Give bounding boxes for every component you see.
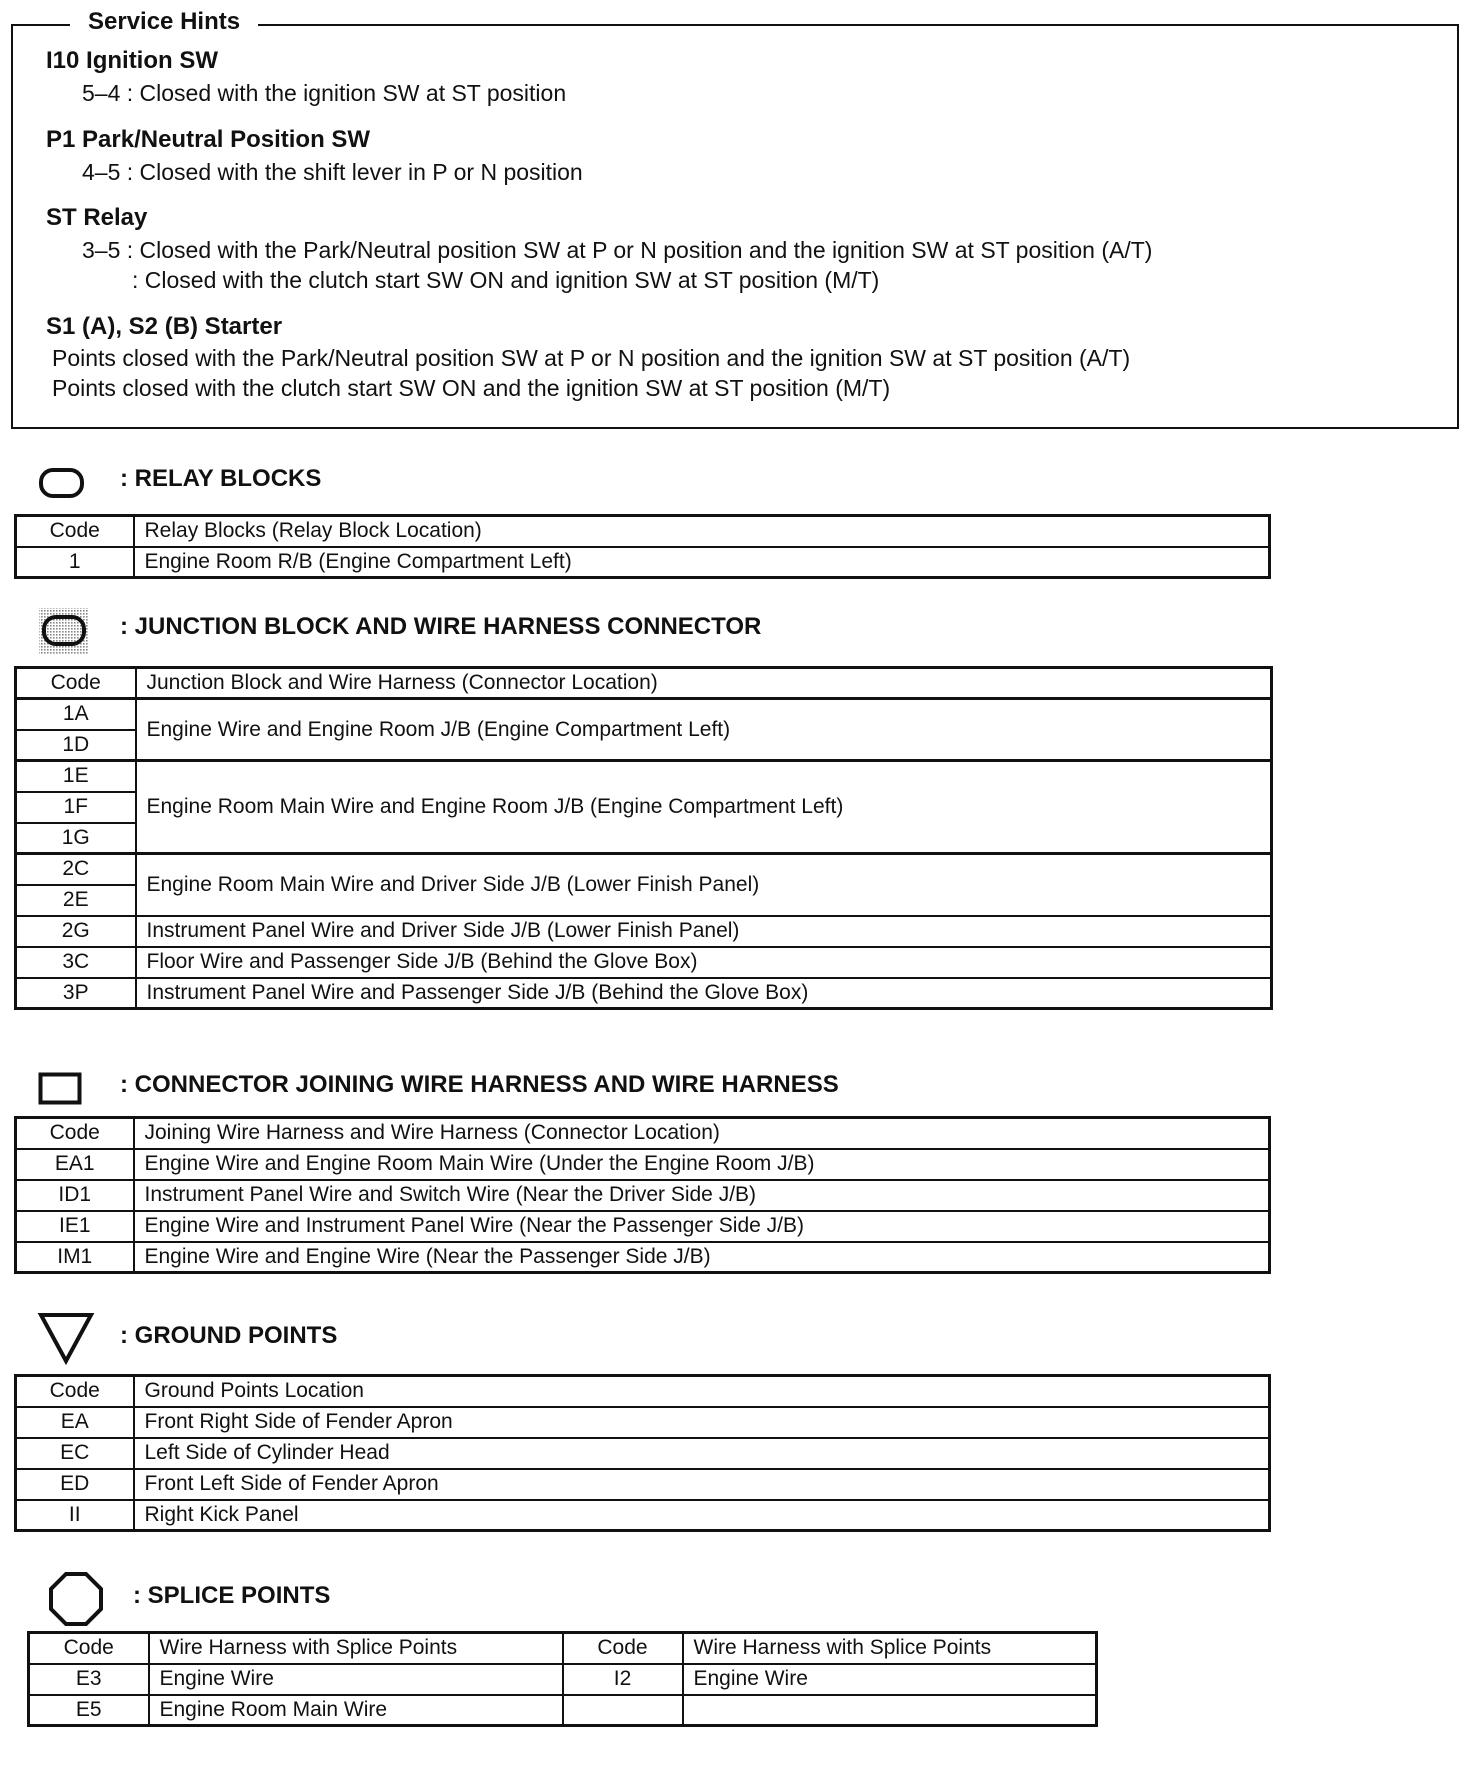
- cell-code: EA1: [16, 1149, 134, 1180]
- cell-code: ED: [16, 1469, 134, 1500]
- cell-desc: Floor Wire and Passenger Side J/B (Behind the Glove Box): [136, 947, 1272, 978]
- table-header-row: [16, 668, 1272, 699]
- cell-code-2: I2: [563, 1664, 683, 1695]
- cell-desc: Front Right Side of Fender Apron: [134, 1407, 1270, 1438]
- table-row: [16, 1469, 1270, 1500]
- table-row: [16, 947, 1272, 978]
- cell-code: EC: [16, 1438, 134, 1469]
- hint-line: 4–5 : Closed with the shift lever in P or N position: [82, 159, 583, 185]
- relay-blocks-table: [14, 514, 1271, 579]
- connectors-heading: : CONNECTOR JOINING WIRE HARNESS AND WIRE HARNESS: [120, 1071, 839, 1098]
- table-row: [16, 1438, 1270, 1469]
- header-code: Code: [16, 1118, 134, 1149]
- cell-desc: Engine Room Main Wire and Engine Room J/B (Engine Compartment Left): [136, 761, 1272, 854]
- connectors-table: [14, 1116, 1271, 1274]
- splice-points-table: [27, 1631, 1098, 1727]
- table-row: [16, 978, 1272, 1009]
- cell-desc: Left Side of Cylinder Head: [134, 1438, 1270, 1469]
- cell-desc: Engine Room Main Wire: [149, 1695, 563, 1726]
- cell-code: 1F: [16, 792, 136, 823]
- rounded-rect-icon: [38, 466, 86, 500]
- cell-code: 2G: [16, 916, 136, 947]
- cell-desc: Instrument Panel Wire and Driver Side J/B (Lower Finish Panel): [136, 916, 1272, 947]
- header-desc: Ground Points Location: [134, 1376, 1270, 1407]
- cell-desc: Instrument Panel Wire and Switch Wire (Near the Driver Side J/B): [134, 1180, 1270, 1211]
- hint-heading-park-neutral-sw: P1 Park/Neutral Position SW: [46, 126, 371, 153]
- hint-heading-starter: S1 (A), S2 (B) Starter: [46, 313, 283, 340]
- header-desc: Relay Blocks (Relay Block Location): [134, 516, 1270, 547]
- table-row: [16, 1149, 1270, 1180]
- cell-code: II: [16, 1500, 134, 1531]
- cell-code: IE1: [16, 1211, 134, 1242]
- cell-code: 3C: [16, 947, 136, 978]
- header-desc: Wire Harness with Splice Points: [149, 1633, 563, 1664]
- cell-desc: Engine Wire and Engine Room Main Wire (Under the Engine Room J/B): [134, 1149, 1270, 1180]
- table-header-row: [16, 1376, 1270, 1407]
- header-code: Code: [16, 668, 136, 699]
- cell-code: 2C: [16, 854, 136, 885]
- cell-code-2: [563, 1695, 683, 1726]
- cell-code: EA: [16, 1407, 134, 1438]
- cell-code: E3: [29, 1664, 149, 1695]
- header-code: Code: [16, 1376, 134, 1407]
- cell-desc-2: Engine Wire: [683, 1664, 1097, 1695]
- header-desc: Junction Block and Wire Harness (Connector Location): [136, 668, 1272, 699]
- hint-heading-ignition-sw: I10 Ignition SW: [46, 47, 218, 74]
- table-row: [16, 854, 1272, 885]
- table-row: [29, 1664, 1097, 1695]
- square-icon: [38, 1072, 84, 1106]
- ground-points-heading: : GROUND POINTS: [120, 1322, 338, 1349]
- cell-desc: Right Kick Panel: [134, 1500, 1270, 1531]
- cell-desc: Engine Wire and Engine Room J/B (Engine Compartment Left): [136, 699, 1272, 761]
- splice-points-heading: : SPLICE POINTS: [133, 1582, 331, 1609]
- junction-blocks-heading: : JUNCTION BLOCK AND WIRE HARNESS CONNECTOR: [120, 613, 762, 640]
- table-row: [16, 1211, 1270, 1242]
- header-code: Code: [29, 1633, 149, 1664]
- table-row: [16, 699, 1272, 730]
- hint-line: : Closed with the clutch start SW ON and ignition SW at ST position (M/T): [132, 267, 880, 293]
- cell-code: 1D: [16, 730, 136, 761]
- header-code-2: Code: [563, 1633, 683, 1664]
- table-row: [16, 916, 1272, 947]
- table-row: [16, 1500, 1270, 1531]
- table-row: [16, 547, 1270, 578]
- cell-code: ID1: [16, 1180, 134, 1211]
- cell-code: E5: [29, 1695, 149, 1726]
- table-header-row: [16, 1118, 1270, 1149]
- header-code: Code: [16, 516, 134, 547]
- junction-blocks-table: [14, 666, 1273, 1010]
- hint-line: 3–5 : Closed with the Park/Neutral position SW at P or N position and the ignition SW at ST position (A/T): [82, 237, 1153, 263]
- cell-code: 3P: [16, 978, 136, 1009]
- cell-desc-2: [683, 1695, 1097, 1726]
- table-row: [16, 761, 1272, 792]
- shaded-rounded-rect-icon: [38, 607, 90, 655]
- table-row: [16, 1180, 1270, 1211]
- header-desc: Joining Wire Harness and Wire Harness (Connector Location): [134, 1118, 1270, 1149]
- hint-line: 5–4 : Closed with the ignition SW at ST position: [82, 80, 567, 106]
- cell-desc: Engine Wire and Instrument Panel Wire (Near the Passenger Side J/B): [134, 1211, 1270, 1242]
- service-hints-title: Service Hints: [70, 8, 258, 36]
- cell-desc: Front Left Side of Fender Apron: [134, 1469, 1270, 1500]
- cell-code: 1E: [16, 761, 136, 792]
- cell-desc: Engine Wire and Engine Wire (Near the Passenger Side J/B): [134, 1242, 1270, 1273]
- table-header-row: [29, 1633, 1097, 1664]
- cell-code: 1G: [16, 823, 136, 854]
- cell-code: 1: [16, 547, 134, 578]
- hint-line: Points closed with the clutch start SW ON and the ignition SW at ST position (M/T): [52, 375, 891, 401]
- cell-code: IM1: [16, 1242, 134, 1273]
- cell-desc: Engine Wire: [149, 1664, 563, 1695]
- table-row: [29, 1695, 1097, 1726]
- hint-line: Points closed with the Park/Neutral position SW at P or N position and the ignition SW at ST position (A/T): [52, 345, 1131, 371]
- cell-desc: Engine Room R/B (Engine Compartment Left): [134, 547, 1270, 578]
- cell-code: 1A: [16, 699, 136, 730]
- relay-blocks-heading: : RELAY BLOCKS: [120, 465, 322, 492]
- triangle-down-icon: [37, 1311, 95, 1365]
- cell-desc: Engine Room Main Wire and Driver Side J/B (Lower Finish Panel): [136, 854, 1272, 916]
- octagon-icon: [48, 1571, 104, 1627]
- header-desc-2: Wire Harness with Splice Points: [683, 1633, 1097, 1664]
- cell-code: 2E: [16, 885, 136, 916]
- table-row: [16, 1407, 1270, 1438]
- cell-desc: Instrument Panel Wire and Passenger Side J/B (Behind the Glove Box): [136, 978, 1272, 1009]
- table-header-row: [16, 516, 1270, 547]
- hint-heading-st-relay: ST Relay: [46, 204, 148, 231]
- ground-points-table: [14, 1374, 1271, 1532]
- table-row: [16, 1242, 1270, 1273]
